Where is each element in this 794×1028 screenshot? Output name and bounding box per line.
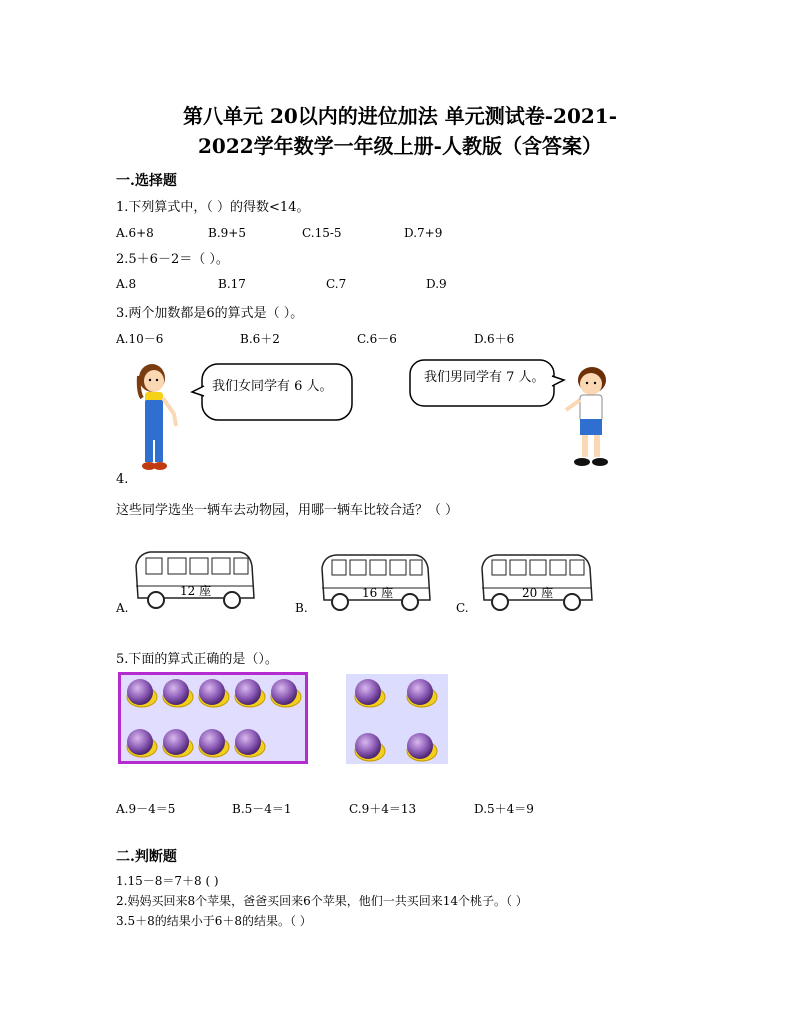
question-2-option-b: B.17	[218, 277, 246, 291]
question-3-option-d: D.6＋6	[474, 332, 515, 346]
question-2-text: 2.5＋6－2＝（ ）。	[116, 252, 229, 267]
question-5-option-c: C.9＋4＝13	[349, 802, 417, 816]
question-4-text: 这些同学选坐一辆车去动物园，用哪一辆车比较合适？（ ）	[116, 503, 459, 518]
question-1-text: 1.下列算式中，（ ）的得数<14。	[116, 200, 310, 215]
question-5-option-d: D.5＋4＝9	[474, 802, 534, 816]
girl-speech-text: 我们女同学有 6 人。	[212, 379, 333, 394]
question-5-option-b: B.5－4＝1	[232, 802, 292, 816]
question-3-option-a: A.10－6	[116, 332, 164, 346]
section-judgment-heading: 二.判断题	[116, 849, 177, 865]
plate-group-left	[118, 672, 308, 764]
question-3-text: 3.两个加数都是6的算式是（ ）。	[116, 306, 304, 321]
judgment-3-text: 3.5＋8的结果小于6＋8的结果。（ ）	[116, 914, 312, 928]
bus-a-seats: 12 座	[180, 584, 212, 598]
question-4-option-a-label: A.	[116, 601, 129, 615]
bus-b-illustration	[318, 550, 434, 612]
question-4-option-b-label: B.	[295, 601, 308, 615]
bus-c-seats: 20 座	[522, 586, 554, 600]
boy-speech-text: 我们男同学有 7 人。	[424, 370, 545, 385]
question-3-option-b: B.6＋2	[240, 332, 280, 346]
question-1-option-d: D.7+9	[404, 226, 443, 240]
question-1-option-a: A.6+8	[116, 226, 154, 240]
question-2-option-c: C.7	[326, 277, 347, 291]
question-3-option-c: C.6－6	[357, 332, 397, 346]
question-5-option-a: A.9－4＝5	[116, 802, 176, 816]
judgment-1-text: 1.15－8＝7＋8 ( )	[116, 874, 219, 888]
bus-c-illustration	[478, 550, 596, 612]
section-choice-heading: 一.选择题	[116, 173, 177, 189]
question-1-option-b: B.9+5	[208, 226, 246, 240]
bus-a-illustration	[132, 546, 260, 610]
question-2-option-d: D.9	[426, 277, 447, 291]
plate-group-right	[346, 674, 448, 764]
question-1-option-c: C.15-5	[302, 226, 342, 240]
document-title-line-1: 第八单元 20以内的进位加法 单元测试卷-2021-	[182, 104, 618, 128]
boy-illustration	[560, 364, 620, 472]
question-5-text: 5.下面的算式正确的是（）。	[116, 652, 278, 667]
girl-illustration	[130, 362, 184, 474]
question-4-number: 4.	[116, 472, 129, 487]
bus-b-seats: 16 座	[362, 586, 394, 600]
question-4-option-c-label: C.	[456, 601, 469, 615]
judgment-2-text: 2.妈妈买回来8个苹果，爸爸买回来6个苹果，他们一共买回来14个桃子。（ ）	[116, 894, 528, 908]
document-title-line-2: 2022学年数学一年级上册-人教版（含答案）	[198, 134, 602, 158]
question-2-option-a: A.8	[116, 277, 137, 291]
